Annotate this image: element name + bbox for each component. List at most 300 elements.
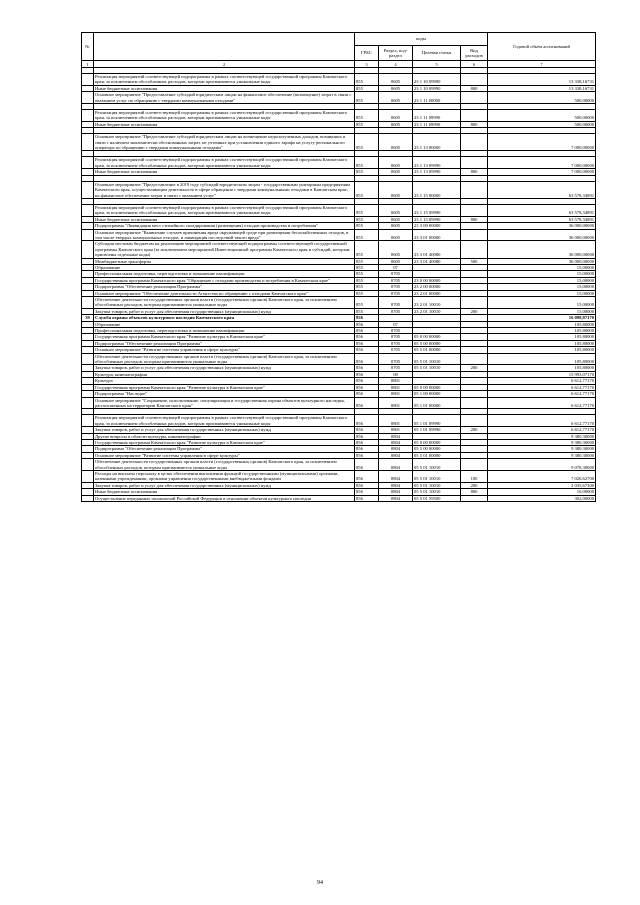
- col-number: 7: [488, 61, 596, 68]
- row-target-item: 23 3 00 00000: [413, 223, 461, 229]
- row-amount: 6 612,77170: [488, 427, 596, 433]
- row-grbs: 856: [355, 489, 379, 495]
- row-razdel: 0804: [379, 459, 413, 471]
- row-amount: 9 078,30000: [488, 459, 596, 471]
- row-name: Иные бюджетные ассигнования: [94, 489, 355, 495]
- row-grbs: 856: [355, 384, 379, 390]
- row-razdel: 0801: [379, 427, 413, 433]
- row-grbs: 856: [355, 482, 379, 488]
- row-name: Подпрограмма "Обеспечение реализации Программы": [94, 284, 355, 290]
- row-target-item: 05 1 00 00000: [413, 391, 461, 397]
- row-razdel: 0605: [379, 258, 413, 264]
- row-target-item: 23 1 13 00000: [413, 134, 461, 151]
- row-name: Основное мероприятие "Выявление случаев причинения вреда окружающей среде при размещении бесхозяйственных отходов, в том числе твердых коммунальных отходов, и ликвидация последствий такого вреда": [94, 229, 355, 241]
- row-grbs: 855: [355, 271, 379, 277]
- header-grbs: ГРБС: [355, 46, 379, 61]
- header-name: [94, 33, 355, 61]
- row-razdel: 0801: [379, 391, 413, 397]
- row-razdel: 0705: [379, 277, 413, 283]
- row-grbs: 855: [355, 308, 379, 314]
- row-razdel: 0605: [379, 241, 413, 258]
- row-razdel: 0705: [379, 297, 413, 309]
- row-target-item: 05 0 00 00000: [413, 334, 461, 340]
- row-target-item: 05 5 00 00000: [413, 340, 461, 346]
- row-name: Служба охраны объектов культурного наследия Камчатского края: [94, 315, 355, 321]
- row-amount: 302,00000: [488, 495, 596, 501]
- table-row: [82, 353, 596, 365]
- row-razdel: 0801: [379, 378, 413, 384]
- row-name: Подпрограмма "Обеспечение реализации Программы": [94, 340, 355, 346]
- row-razdel: 0804: [379, 446, 413, 452]
- row-grbs: 856: [355, 495, 379, 501]
- table-body: [82, 68, 596, 502]
- row-expense-type: [461, 229, 488, 241]
- row-razdel: 0705: [379, 347, 413, 353]
- row-target-item: 23 3 01 00000: [413, 229, 461, 241]
- row-name: Закупка товаров, работ и услуг для обеспечения государственных (муниципальных) нужд: [94, 482, 355, 488]
- row-target-item: 23 3 01 40080: [413, 241, 461, 258]
- row-amount: 63 578,34891: [488, 216, 596, 222]
- row-amount: 105,80000: [488, 365, 596, 371]
- row-razdel: 07: [379, 264, 413, 270]
- row-target-item: 23 0 00 00000: [413, 277, 461, 283]
- row-expense-type: 800: [461, 489, 488, 495]
- row-expense-type: [461, 157, 488, 169]
- table-row: [82, 297, 596, 309]
- col-number: 2: [94, 61, 355, 68]
- header-codes: коды: [355, 33, 488, 46]
- row-razdel: 0801: [379, 415, 413, 427]
- row-amount: 6 612,77170: [488, 391, 596, 397]
- row-target-item: 23 1 10 09990: [413, 85, 461, 91]
- row-number: [82, 495, 94, 501]
- col-number: 3: [355, 61, 379, 68]
- row-grbs: 856: [355, 315, 379, 321]
- row-razdel: 0804: [379, 452, 413, 458]
- row-amount: 15,00000: [488, 271, 596, 277]
- row-razdel: 0605: [379, 204, 413, 216]
- row-number: [82, 353, 94, 365]
- row-name: Расходы на выплаты персоналу в целях обеспечения выполнения функций государственными (муниципальными) органами, казенными учреждениями, органами управления государственными внебюджетными фондами: [94, 470, 355, 482]
- row-name: Реализация мероприятий соответствующей подпрограммы в рамках соответствующей государственной программы Камчатского края, за исключением обособленных расходов, которым присваиваются уникальные коды: [94, 157, 355, 169]
- row-grbs: 856: [355, 459, 379, 471]
- row-amount: 7 000,00000: [488, 169, 596, 175]
- row-grbs: 855: [355, 284, 379, 290]
- row-target-item: 05 5 01 10010: [413, 365, 461, 371]
- row-razdel: 0705: [379, 340, 413, 346]
- row-amount: 9 380,30000: [488, 446, 596, 452]
- row-name: Основное мероприятие "Предоставление субсидий юридическим лицам на финансовое обеспечение (возмещение) затрат в связи с оказанием услуг по обращению с твердыми коммунальными отходами": [94, 92, 355, 104]
- budget-table-page: [81, 32, 595, 502]
- row-amount: 15,00000: [488, 277, 596, 283]
- row-razdel: 0605: [379, 181, 413, 198]
- row-name: Другие вопросы в области культуры, кинематографии: [94, 433, 355, 439]
- row-name: Иные бюджетные ассигнования: [94, 169, 355, 175]
- row-grbs: 855: [355, 290, 379, 296]
- table-row: [82, 110, 596, 122]
- row-grbs: 856: [355, 371, 379, 377]
- row-name: Государственная программа Камчатского края "Развитие культуры в Камчатском крае": [94, 384, 355, 390]
- row-name: Реализация мероприятий соответствующей подпрограммы в рамках соответствующей государственной программы Камчатского края, за исключением обособленных расходов, которым присваиваются уникальные коды: [94, 415, 355, 427]
- row-razdel: 0804: [379, 489, 413, 495]
- row-grbs: 856: [355, 452, 379, 458]
- row-amount: 16 098,87170: [488, 315, 596, 321]
- row-target-item: 23 1 15 09990: [413, 204, 461, 216]
- table-row: [82, 397, 596, 409]
- row-razdel: 0804: [379, 482, 413, 488]
- row-amount: 36 000,00000: [488, 241, 596, 258]
- row-name: Обеспечение деятельности государственных органов власти (государственных органов) Камчатского края, за исключением обособленных расходов, которым присваиваются уникальные коды: [94, 353, 355, 365]
- row-grbs: 855: [355, 223, 379, 229]
- row-name: Субсидия местным бюджетам на реализацию мероприятий соответствующей подпрограммы соответствующей государственной программы Камчатского края (за исключением мероприятий Инвестиционной программы Камчатского края и субсидий, которым присвоены отдельные коды): [94, 241, 355, 258]
- table-row: [82, 157, 596, 169]
- row-grbs: 856: [355, 321, 379, 327]
- row-number: [82, 229, 94, 241]
- row-grbs: 855: [355, 277, 379, 283]
- row-grbs: 855: [355, 204, 379, 216]
- row-name: Государственная программа Камчатского края "Развитие культуры в Камчатском крае": [94, 334, 355, 340]
- row-name: Закупка товаров, работ и услуг для обеспечения государственных (муниципальных) нужд: [94, 308, 355, 314]
- row-name: Подпрограмма "Ликвидация мест стихийного складирования (размещения) отходов производства и потребления": [94, 223, 355, 229]
- row-expense-type: [461, 74, 488, 86]
- row-name: Основное мероприятие "Развитие системы управления в сфере культуры": [94, 452, 355, 458]
- table-row: [82, 134, 596, 151]
- row-grbs: 856: [355, 328, 379, 334]
- row-target-item: 23 1 13 09990: [413, 169, 461, 175]
- row-amount: 2 035,67300: [488, 482, 596, 488]
- row-razdel: 0605: [379, 92, 413, 104]
- row-target-item: 23 2 01 00000: [413, 290, 461, 296]
- row-amount: 6 612,77170: [488, 384, 596, 390]
- row-amount: 9 380,30000: [488, 452, 596, 458]
- row-grbs: 856: [355, 446, 379, 452]
- row-number: [82, 297, 94, 309]
- row-target-item: 05 5 01 59500: [413, 495, 461, 501]
- row-target-item: 05 0 00 00000: [413, 439, 461, 445]
- row-target-item: 23 1 15 09990: [413, 216, 461, 222]
- header-vr: Вид расходов: [461, 46, 488, 61]
- row-grbs: 855: [355, 121, 379, 127]
- row-amount: 15,00000: [488, 297, 596, 309]
- row-razdel: 0705: [379, 365, 413, 371]
- row-number: [82, 74, 94, 86]
- row-name: Подпрограмма "Обеспечение реализации Программы": [94, 446, 355, 452]
- row-amount: 63 578,34891: [488, 181, 596, 198]
- row-amount: 105,80000: [488, 353, 596, 365]
- row-razdel: 0801: [379, 384, 413, 390]
- row-name: Основное мероприятие "Сохранение, использование, популяризация и государственная охрана объектов культурного наследия, расположенных на территории Камчатского края": [94, 397, 355, 409]
- row-number: [82, 157, 94, 169]
- row-razdel: 0705: [379, 353, 413, 365]
- row-grbs: 855: [355, 134, 379, 151]
- row-grbs: 855: [355, 92, 379, 104]
- row-amount: 500,00000: [488, 110, 596, 122]
- row-target-item: 05 5 01 00000: [413, 347, 461, 353]
- row-number: [82, 459, 94, 471]
- row-target-item: 23 1 15 00000: [413, 181, 461, 198]
- row-grbs: 856: [355, 470, 379, 482]
- row-target-item: 05 1 01 09990: [413, 427, 461, 433]
- row-razdel: 0801: [379, 397, 413, 409]
- row-amount: 9 380,30000: [488, 439, 596, 445]
- row-number: [82, 415, 94, 427]
- table-row: [82, 74, 596, 86]
- row-razdel: 0804: [379, 470, 413, 482]
- row-name: Обеспечение деятельности государственных органов власти (государственных органов) Камчатского края, за исключением обособленных расходов, которым присваиваются уникальные коды: [94, 297, 355, 309]
- row-grbs: 856: [355, 397, 379, 409]
- row-grbs: 855: [355, 297, 379, 309]
- row-grbs: 855: [355, 74, 379, 86]
- row-amount: 15,00000: [488, 308, 596, 314]
- row-amount: 36 000,00000: [488, 229, 596, 241]
- row-expense-type: [461, 415, 488, 427]
- row-razdel: 08: [379, 371, 413, 377]
- row-razdel: 0705: [379, 328, 413, 334]
- row-razdel: 0605: [379, 85, 413, 91]
- table-column-numbers: [82, 61, 596, 68]
- row-grbs: 855: [355, 258, 379, 264]
- row-expense-type: [461, 204, 488, 216]
- table-row: [82, 470, 596, 482]
- row-grbs: 855: [355, 169, 379, 175]
- row-expense-type: 200: [461, 482, 488, 488]
- row-number: [82, 470, 94, 482]
- row-target-item: 05 5 01 10010: [413, 482, 461, 488]
- row-target-item: 05 5 01 10010: [413, 353, 461, 365]
- row-name: Реализация мероприятий соответствующей подпрограммы в рамках соответствующей государственной программы Камчатского края, за исключением обособленных расходов, которым присваиваются уникальные коды: [94, 110, 355, 122]
- row-amount: 15 993,07170: [488, 371, 596, 377]
- row-name: Закупка товаров, работ и услуг для обеспечения государственных (муниципальных) нужд: [94, 427, 355, 433]
- row-amount: 16,00000: [488, 489, 596, 495]
- row-target-item: 23 2 00 00000: [413, 284, 461, 290]
- col-number: 5: [413, 61, 461, 68]
- page-number: 94: [317, 880, 323, 886]
- row-expense-type: [461, 297, 488, 309]
- row-name: Культура, кинематография: [94, 371, 355, 377]
- row-expense-type: 500: [461, 258, 488, 264]
- row-target-item: 05 5 01 10010: [413, 489, 461, 495]
- row-name: Образование: [94, 321, 355, 327]
- row-amount: 6 612,77170: [488, 397, 596, 409]
- row-amount: 500,00000: [488, 121, 596, 127]
- row-amount: 105,80000: [488, 340, 596, 346]
- row-name: Профессиональная подготовка, переподготовка и повышение квалификации: [94, 328, 355, 334]
- row-amount: 36 000,00000: [488, 258, 596, 264]
- row-target-item: 23 1 11 09990: [413, 121, 461, 127]
- row-target-item: 23 3 01 40080: [413, 258, 461, 264]
- row-amount: 500,00000: [488, 92, 596, 104]
- row-expense-type: [461, 353, 488, 365]
- row-number: [82, 397, 94, 409]
- row-expense-type: 200: [461, 427, 488, 433]
- row-grbs: 856: [355, 378, 379, 384]
- row-target-item: 23 1 11 09990: [413, 110, 461, 122]
- row-razdel: 0804: [379, 495, 413, 501]
- header-num: №: [82, 33, 94, 61]
- row-amount: 105,80000: [488, 347, 596, 353]
- row-razdel: 0605: [379, 134, 413, 151]
- row-target-item: 23 1 13 09990: [413, 157, 461, 169]
- row-grbs: 856: [355, 433, 379, 439]
- row-amount: 7 000,00000: [488, 134, 596, 151]
- row-number: 39: [82, 315, 94, 321]
- row-target-item: 05 5 01 00000: [413, 452, 461, 458]
- row-razdel: 0605: [379, 169, 413, 175]
- row-razdel: 0804: [379, 433, 413, 439]
- row-target-item: 23 2 01 10010: [413, 297, 461, 309]
- row-expense-type: 800: [461, 169, 488, 175]
- table-row: [82, 415, 596, 427]
- row-amount: 15,00000: [488, 264, 596, 270]
- row-name: Межбюджетные трансферты: [94, 258, 355, 264]
- row-grbs: 856: [355, 365, 379, 371]
- row-razdel: 0804: [379, 439, 413, 445]
- row-expense-type: 800: [461, 216, 488, 222]
- row-grbs: 855: [355, 85, 379, 91]
- row-grbs: 856: [355, 391, 379, 397]
- row-amount: 9 380,30000: [488, 433, 596, 439]
- row-razdel: 0605: [379, 223, 413, 229]
- row-expense-type: 100: [461, 470, 488, 482]
- row-grbs: 856: [355, 415, 379, 427]
- col-number: 6: [461, 61, 488, 68]
- table-row: [82, 181, 596, 198]
- row-expense-type: 800: [461, 121, 488, 127]
- row-grbs: 856: [355, 353, 379, 365]
- row-amount: 13 338,16731: [488, 85, 596, 91]
- row-amount: 105,80000: [488, 328, 596, 334]
- row-name: Иные бюджетные ассигнования: [94, 85, 355, 91]
- row-razdel: 0705: [379, 290, 413, 296]
- row-amount: 105,80000: [488, 334, 596, 340]
- row-number: [82, 92, 94, 104]
- row-name: Профессиональная подготовка, переподготовка и повышение квалификации: [94, 271, 355, 277]
- row-grbs: 855: [355, 110, 379, 122]
- row-number: [82, 134, 94, 151]
- row-razdel: 0605: [379, 121, 413, 127]
- row-target-item: 05 0 00 00000: [413, 384, 461, 390]
- row-razdel: 07: [379, 321, 413, 327]
- row-name: Государственная программа Камчатского края "Развитие культуры в Камчатском крае": [94, 439, 355, 445]
- col-number: 4: [379, 61, 413, 68]
- row-amount: 7 000,00000: [488, 157, 596, 169]
- row-name: Осуществление переданных полномочий Российской Федерации в отношении объектов культурного наследия: [94, 495, 355, 501]
- row-amount: 6 612,77170: [488, 415, 596, 427]
- row-name: Основное мероприятие "Развитие системы управления в сфере культуры": [94, 347, 355, 353]
- row-name: Культура: [94, 378, 355, 384]
- row-grbs: 856: [355, 347, 379, 353]
- row-name: Закупка товаров, работ и услуг для обеспечения государственных (муниципальных) нужд: [94, 365, 355, 371]
- row-grbs: 855: [355, 181, 379, 198]
- col-number: 1: [82, 61, 94, 68]
- row-name: Образование: [94, 264, 355, 270]
- row-grbs: 856: [355, 427, 379, 433]
- row-grbs: 855: [355, 264, 379, 270]
- row-razdel: 0705: [379, 308, 413, 314]
- budget-table: [81, 32, 596, 502]
- row-grbs: 855: [355, 216, 379, 222]
- header-csr: Целевая статья: [413, 46, 461, 61]
- row-target-item: 05 5 01 10010: [413, 470, 461, 482]
- row-expense-type: [461, 495, 488, 501]
- table-row: [82, 459, 596, 471]
- row-expense-type: [461, 110, 488, 122]
- row-number: [82, 204, 94, 216]
- row-razdel: 0705: [379, 284, 413, 290]
- row-amount: 36 000,00000: [488, 223, 596, 229]
- row-amount: 7 026,62700: [488, 470, 596, 482]
- row-expense-type: [461, 459, 488, 471]
- row-name: Иные бюджетные ассигнования: [94, 121, 355, 127]
- header-razdel: Раздел, под-раздел: [379, 46, 413, 61]
- row-number: [82, 181, 94, 198]
- table-row: [82, 204, 596, 216]
- row-razdel: 0605: [379, 110, 413, 122]
- row-amount: 6 612,77170: [488, 378, 596, 384]
- row-name: Основное мероприятие "Предоставление субсидий юридическим лицам на возмещение недополученных доходов, возникших в связи с наличием экономически обоснованных затрат, не учтенных при установлении единого тарифа на услугу регионального оператора по обращению с твердыми коммунальными отходами": [94, 134, 355, 151]
- row-razdel: 0605: [379, 157, 413, 169]
- row-grbs: 855: [355, 229, 379, 241]
- row-target-item: 05 1 01 09990: [413, 415, 461, 427]
- row-target-item: 05 5 01 10010: [413, 459, 461, 471]
- row-razdel: 0605: [379, 216, 413, 222]
- row-name: Реализация мероприятий соответствующей подпрограммы в рамках соответствующей государственной программы Камчатского края, за исключением обособленных расходов, которым присваиваются уникальные коды: [94, 74, 355, 86]
- row-target-item: 23 1 10 09990: [413, 74, 461, 86]
- row-amount: 13 338,16731: [488, 74, 596, 86]
- row-grbs: 856: [355, 334, 379, 340]
- row-expense-type: [461, 134, 488, 151]
- row-amount: 105,80000: [488, 321, 596, 327]
- row-amount: 15,00000: [488, 290, 596, 296]
- row-number: [82, 110, 94, 122]
- row-name: Государственная программа Камчатского края "Обращение с отходами производства и потребления в Камчатском крае": [94, 277, 355, 283]
- row-name: Основное мероприятие "Обеспечение деятельности Агентства по обращению с отходами Камчатского края": [94, 290, 355, 296]
- row-razdel: 0705: [379, 271, 413, 277]
- row-razdel: 0605: [379, 229, 413, 241]
- row-expense-type: 200: [461, 365, 488, 371]
- row-name: Подпрограмма "Наследие": [94, 391, 355, 397]
- row-grbs: 856: [355, 439, 379, 445]
- row-grbs: 856: [355, 340, 379, 346]
- row-expense-type: [461, 241, 488, 258]
- row-expense-type: [461, 92, 488, 104]
- row-target-item: 05 1 01 00000: [413, 397, 461, 409]
- row-target-item: 23 2 01 10010: [413, 308, 461, 314]
- row-razdel: 0705: [379, 334, 413, 340]
- row-target-item: 05 5 00 00000: [413, 446, 461, 452]
- table-row: [82, 241, 596, 258]
- row-name: Основное мероприятие "Предоставление в 2019 году субсидий юридическим лицам - государственным унитарным предприятиям Камчатского края, осуществляющим деятельность в сфере обращения с твердыми коммунальными отходами в Камчатском крае, на финансовое обеспечение затрат в связи с оказанием услуг": [94, 181, 355, 198]
- row-name: Реализация мероприятий соответствующей подпрограммы в рамках соответствующей государственной программы Камчатского края, за исключением обособленных расходов, которым присваиваются уникальные коды: [94, 204, 355, 216]
- row-expense-type: [461, 397, 488, 409]
- header-amount: Годовой объем ассигнований: [488, 33, 596, 61]
- row-expense-type: [461, 181, 488, 198]
- row-name: Обеспечение деятельности государственных органов власти (государственных органов) Камчатского края, за исключением обособленных расходов, которым присваиваются уникальные коды: [94, 459, 355, 471]
- row-amount: 63 578,34891: [488, 204, 596, 216]
- row-expense-type: 800: [461, 85, 488, 91]
- row-name: Иные бюджетные ассигнования: [94, 216, 355, 222]
- row-grbs: 855: [355, 157, 379, 169]
- table-row: [82, 92, 596, 104]
- row-razdel: 0605: [379, 74, 413, 86]
- table-row: [82, 229, 596, 241]
- row-expense-type: 200: [461, 308, 488, 314]
- table-row: [82, 495, 596, 501]
- row-target-item: 23 1 11 00000: [413, 92, 461, 104]
- table-header-row: [82, 33, 596, 46]
- row-grbs: 855: [355, 241, 379, 258]
- row-amount: 15,00000: [488, 284, 596, 290]
